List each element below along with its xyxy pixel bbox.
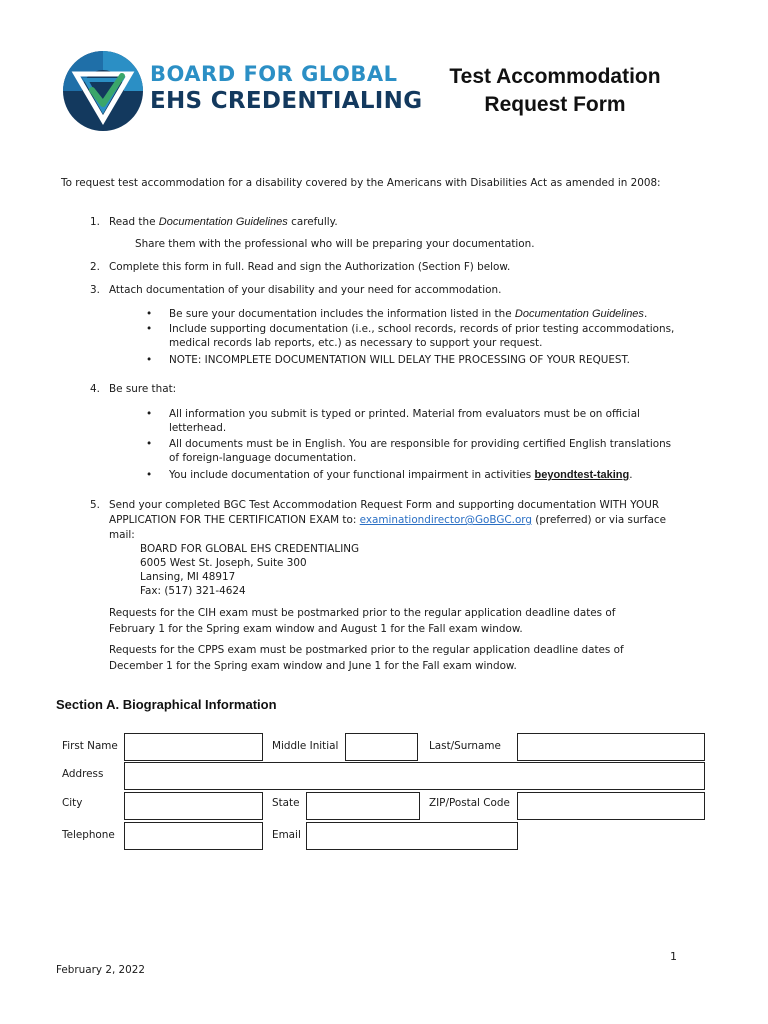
bullet-text: NOTE: INCOMPLETE DOCUMENTATION WILL DELAY THE PROCESSING OF YOUR REQUEST.: [169, 354, 630, 366]
cpps-deadline-note: [109, 642, 624, 674]
bgc-logo: [62, 50, 423, 132]
step-5-line1: Send your completed BGC Test Accommodation Request Form and supporting documentation WITH YOUR: [109, 499, 660, 511]
last-surname-field[interactable]: [517, 733, 705, 761]
step-2-text: Complete this form in full. Read and sign the Authorization (Section F) below.: [109, 261, 511, 273]
email-label: Email: [272, 829, 301, 841]
logo-text-line1: BOARD FOR GLOBAL: [150, 62, 398, 86]
step-1: [0, 215, 768, 229]
bullet-text-post: .: [643, 308, 648, 320]
documentation-guidelines-ref: Documentation Guidelines: [158, 216, 288, 228]
logo-text-line2: EHS CREDENTIALING: [150, 88, 423, 114]
note-line: Requests for the CPPS exam must be postmarked prior to the regular application deadline dates of: [109, 644, 624, 656]
note-line: December 1 for the Spring exam window and June 1 for the Fall exam window.: [109, 660, 517, 672]
city-label: City: [62, 797, 83, 809]
bullet-text-line1: All information you submit is typed or printed. Material from evaluators must be on official: [169, 408, 640, 420]
first-name-label: First Name: [62, 740, 118, 752]
step-4-bullet-1: [0, 407, 768, 435]
bgc-logo-icon: [62, 50, 144, 132]
form-title: [420, 63, 690, 119]
telephone-field[interactable]: [124, 822, 263, 850]
bullet-text-pre: Be sure your documentation includes the information listed in the: [169, 308, 515, 320]
bullet-text-line2: letterhead.: [169, 422, 227, 434]
intro-text: To request test accommodation for a disability covered by the Americans with Disabilities Act as amended in 2008:: [61, 177, 661, 189]
step-1-text: [109, 215, 338, 229]
step-1-post: carefully.: [287, 216, 338, 228]
bullet-icon: •: [146, 323, 153, 335]
telephone-label: Telephone: [62, 829, 115, 841]
step-number: 1.: [90, 216, 100, 228]
step-5: [0, 498, 768, 540]
address-line: 6005 West St. Joseph, Suite 300: [140, 557, 307, 569]
zip-field[interactable]: [517, 792, 705, 820]
state-label: State: [272, 797, 300, 809]
bullet-icon: •: [146, 408, 153, 420]
bullet-text: [169, 468, 633, 482]
address-label: Address: [62, 768, 104, 780]
bullet-text-line2: of foreign-language documentation.: [169, 452, 357, 464]
step-5-line2-pre: APPLICATION FOR THE CERTIFICATION EXAM to:: [109, 514, 360, 526]
step-number: 3.: [90, 284, 100, 296]
middle-initial-field[interactable]: [345, 733, 418, 761]
form-title-line2: Request Form: [484, 93, 626, 116]
step-4-text: Be sure that:: [109, 383, 177, 395]
step-1-sub: Share them with the professional who will be preparing your documentation.: [135, 238, 535, 250]
step-4-bullet-3: [0, 468, 768, 482]
bullet-icon: •: [146, 469, 153, 481]
zip-label: ZIP/Postal Code: [429, 797, 510, 809]
fax-line: Fax: (517) 321-4624: [140, 585, 246, 597]
bullet-text-line1: Include supporting documentation (i.e., school records, records of prior testing accommodations,: [169, 323, 675, 335]
address-field[interactable]: [124, 762, 705, 790]
step-number: 4.: [90, 383, 100, 395]
step-4: [0, 382, 768, 396]
note-line: Requests for the CIH exam must be postmarked prior to the regular application deadline dates of: [109, 607, 616, 619]
step-1-pre: Read the: [109, 216, 159, 228]
step-3: [0, 283, 768, 297]
step-4-bullet-2: [0, 437, 768, 465]
bullet-icon: •: [146, 438, 153, 450]
cih-deadline-note: [109, 605, 615, 637]
last-surname-label: Last/Surname: [429, 740, 501, 752]
step-3-bullet-2: [0, 322, 768, 350]
bullet-text-post: .: [629, 469, 633, 481]
middle-initial-label: Middle Initial: [272, 740, 339, 752]
mailing-address: [140, 542, 359, 598]
email-field[interactable]: [306, 822, 518, 850]
bullet-text-pre: You include documentation of your functional impairment in activities: [169, 469, 535, 481]
page-number: 1: [670, 950, 677, 963]
address-line: Lansing, MI 48917: [140, 571, 236, 583]
step-3-text: Attach documentation of your disability and your need for accommodation.: [109, 284, 502, 296]
step-5-line3: mail:: [109, 529, 135, 541]
form-title-line1: Test Accommodation: [449, 65, 661, 88]
step-5-line2: [109, 513, 666, 527]
first-name-field[interactable]: [124, 733, 263, 761]
step-number: 5.: [90, 499, 100, 511]
state-field[interactable]: [306, 792, 420, 820]
bullet-text-line1: All documents must be in English. You are responsible for providing certified English translations: [169, 438, 672, 450]
city-field[interactable]: [124, 792, 263, 820]
step-5-line2-post: (preferred) or via surface: [532, 514, 666, 526]
beyond-test-taking-emphasis: beyondtest-taking: [534, 469, 630, 481]
bullet-icon: •: [146, 308, 153, 320]
bullet-icon: •: [146, 354, 153, 366]
section-a-title: Section A. Biographical Information: [56, 697, 277, 712]
note-line: February 1 for the Spring exam window and August 1 for the Fall exam window.: [109, 623, 523, 635]
step-3-bullet-3: [0, 353, 768, 367]
footer-date: February 2, 2022: [56, 964, 146, 976]
documentation-guidelines-ref: Documentation Guidelines: [514, 308, 644, 320]
step-2: [0, 260, 768, 274]
step-3-bullet-1: [0, 307, 768, 321]
bullet-text: [169, 307, 647, 321]
email-link[interactable]: examinationdirector@GoBGC.org: [359, 514, 532, 526]
step-number: 2.: [90, 261, 100, 273]
bullet-text-line2: medical records lab reports, etc.) as necessary to support your request.: [169, 337, 543, 349]
address-line: BOARD FOR GLOBAL EHS CREDENTIALING: [140, 543, 360, 555]
